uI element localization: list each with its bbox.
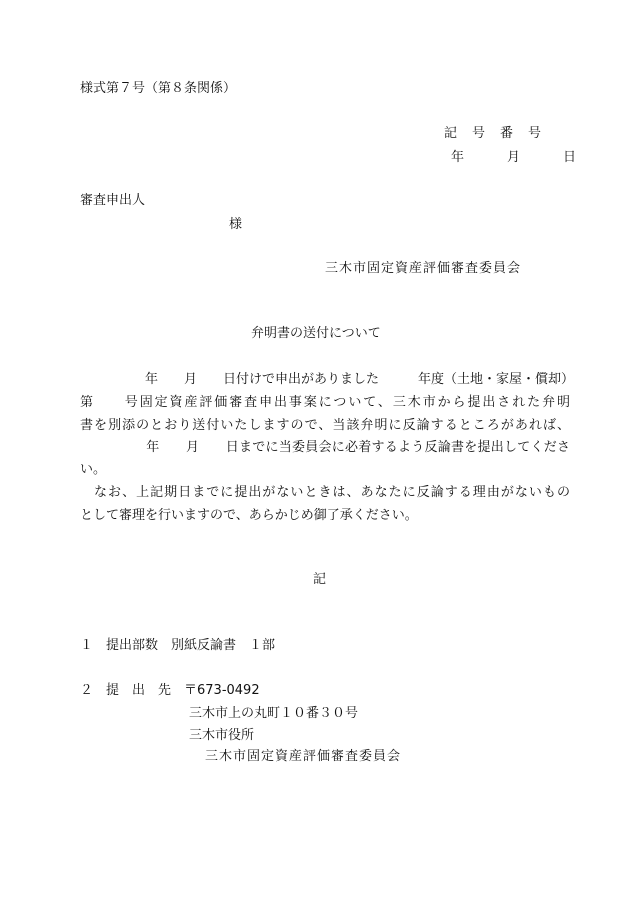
form-label: 様式第７号（第８条関係） (80, 81, 237, 96)
document-number: 記 号 番 号 (444, 126, 543, 141)
body-line-1: 年 月 日付けで申出がありました 年度（土地・家屋・償却） (80, 372, 575, 387)
body-line-3: 書を別添のとおり送付いたしますので、当該弁明に反論するところがあれば、 (80, 418, 570, 433)
address-line-1: 三木市上の丸町１０番３０号 (189, 706, 359, 721)
body-line-4: 年 月 日までに当委員会に必着するよう反論書を提出してくださ (80, 440, 570, 455)
sender-name: 三木市固定資産評価審査委員会 (325, 261, 522, 276)
body-line-2: 第 号固定資産評価審査申出事案について、三木市から提出された弁明 (80, 395, 570, 410)
item-1-copies: １ 提出部数 別紙反論書 １部 (80, 638, 276, 653)
subject-title: 弁明書の送付について (251, 326, 381, 341)
address-line-3: 三木市固定資産評価審査委員会 (205, 749, 402, 764)
body-line-7: として審理を行いますので、あらかじめ御了承ください。 (80, 508, 418, 523)
recipient-title: 審査申出人 (80, 193, 146, 208)
document-date: 年 月 日 (451, 150, 578, 165)
body-line-5: い。 (80, 462, 107, 477)
ki-heading: 記 (313, 572, 327, 587)
body-line-6: なお、上記期日までに提出がないときは、あなたに反論する理由がないもの (80, 485, 570, 500)
recipient-honorific: 様 (229, 217, 243, 232)
address-line-2: 三木市役所 (189, 728, 255, 743)
item-2-destination: ２ 提 出 先 〒673-0492 (80, 683, 260, 698)
